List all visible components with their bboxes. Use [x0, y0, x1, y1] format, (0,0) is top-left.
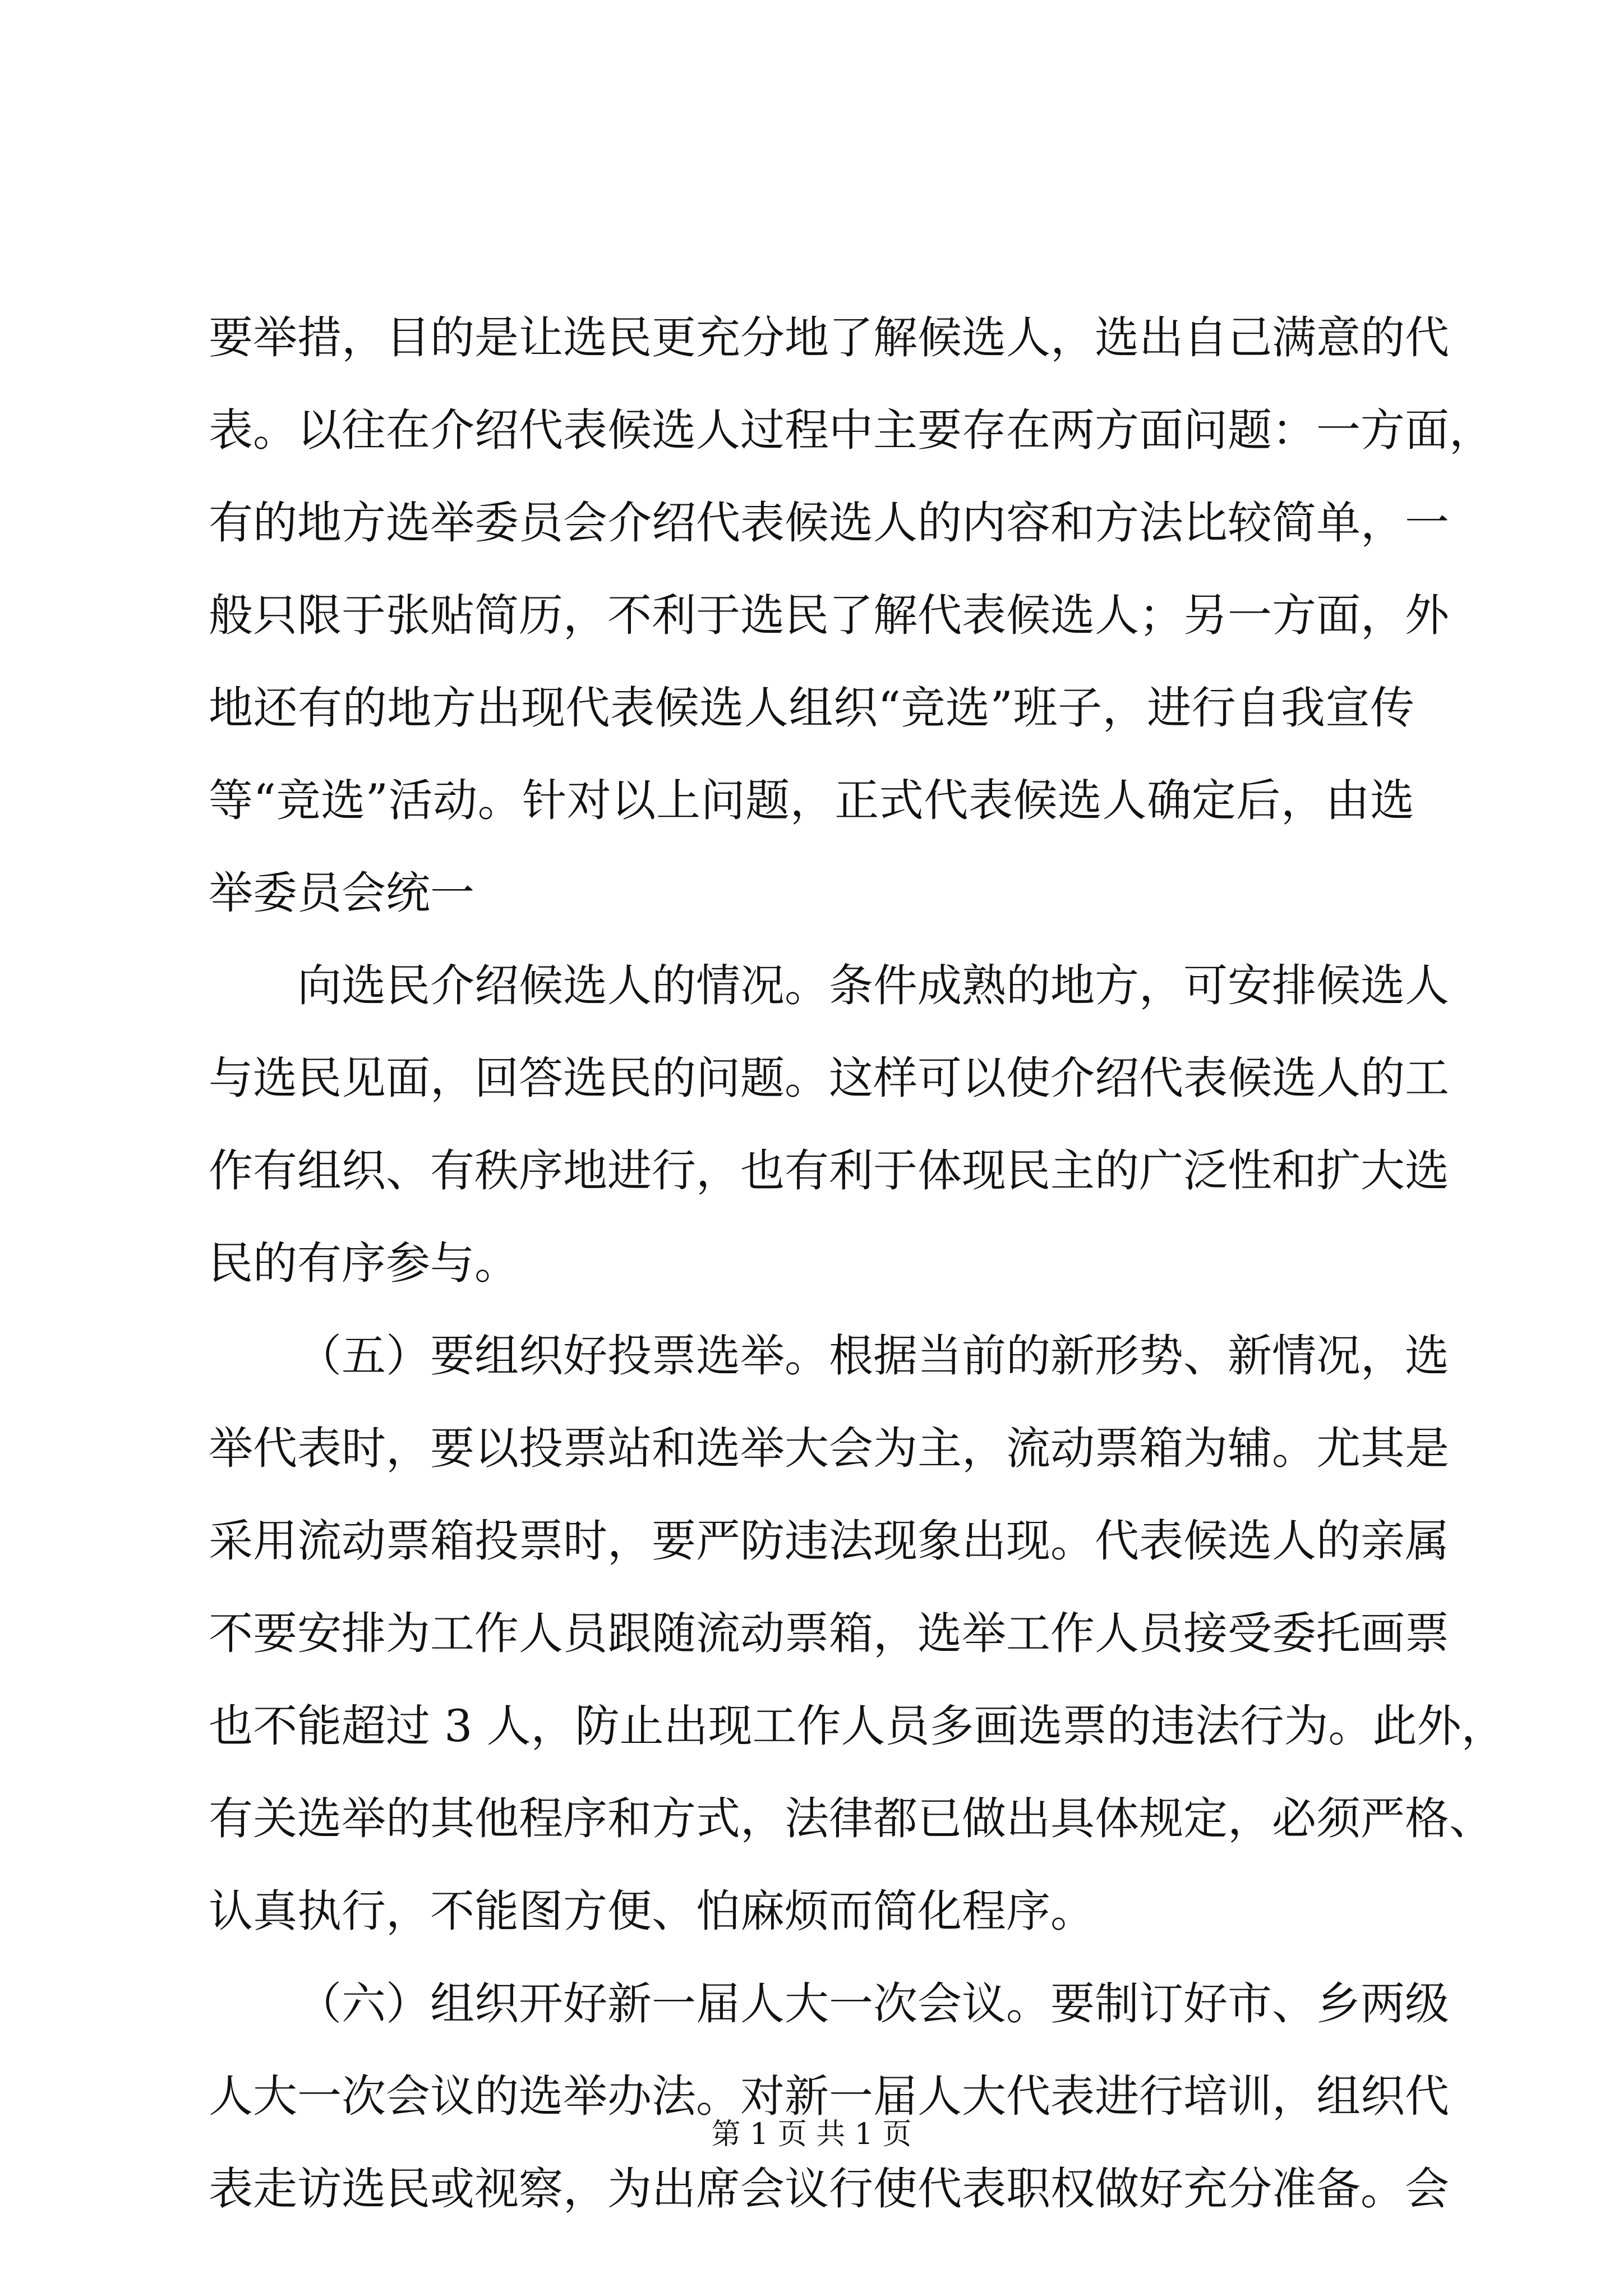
text-line: 民的有序参与。 — [209, 1237, 519, 1289]
text-line: 表。以往在介绍代表候选人过程中主要存在两方面问题：一方面， — [209, 404, 1493, 456]
text-line: 等“竞选”活动。针对以上问题，正式代表候选人确定后，由选 — [209, 775, 1414, 826]
paragraph — [209, 1958, 1449, 2235]
page-number-label: 第 1 页 共 1 页 — [711, 2118, 912, 2151]
text-line: 表走访选民或视察，为出席会议行使代表职权做好充分准备。会 — [209, 2163, 1449, 2215]
text-line: 人大一次会议的选举办法。对新一届人大代表进行培训，组织代 — [209, 2070, 1449, 2122]
text-line: 举委员会统一 — [209, 867, 474, 919]
text-line: 有关选举的其他程序和方式，法律都已做出具体规定，必须严格、 — [209, 1793, 1493, 1844]
text-line: 不要安排为工作人员跟随流动票箱，选举工作人员接受委托画票 — [209, 1608, 1449, 1659]
paragraph — [209, 292, 1493, 940]
text-line: 地还有的地方出现代表候选人组织“竞选”班子，进行自我宣传 — [209, 682, 1414, 734]
text-line: 向选民介绍候选人的情况。条件成熟的地方，可安排候选人 — [297, 960, 1449, 1011]
document-body — [209, 292, 1506, 2235]
text-line: 般只限于张贴简历，不利于选民了解代表候选人；另一方面，外 — [209, 590, 1449, 641]
text-line: 采用流动票箱投票时，要严防违法现象出现。代表候选人的亲属 — [209, 1515, 1449, 1567]
text-line: 举代表时，要以投票站和选举大会为主，流动票箱为辅。尤其是 — [209, 1423, 1449, 1474]
text-line: 要举措，目的是让选民更充分地了解候选人，选出自己满意的代 — [209, 312, 1449, 364]
text-line: 认真执行，不能图方便、怕麻烦而简化程序。 — [209, 1885, 1095, 1937]
paragraph — [209, 1310, 1506, 1958]
paragraph — [209, 940, 1449, 1310]
text-line: 作有组织、有秩序地进行，也有利于体现民主的广泛性和扩大选 — [209, 1145, 1449, 1197]
text-line: 也不能超过 3 人，防止出现工作人员多画选票的违法行为。此外， — [209, 1700, 1506, 1752]
page-footer — [0, 2115, 1623, 2154]
text-line: （五）要组织好投票选举。根据当前的新形势、新情况，选 — [297, 1330, 1449, 1382]
text-line: （六）组织开好新一届人大一次会议。要制订好市、乡两级 — [297, 1978, 1449, 2030]
text-line: 与选民见面，回答选民的问题。这样可以使介绍代表候选人的工 — [209, 1052, 1449, 1104]
text-line: 有的地方选举委员会介绍代表候选人的内容和方法比较简单，一 — [209, 497, 1449, 549]
